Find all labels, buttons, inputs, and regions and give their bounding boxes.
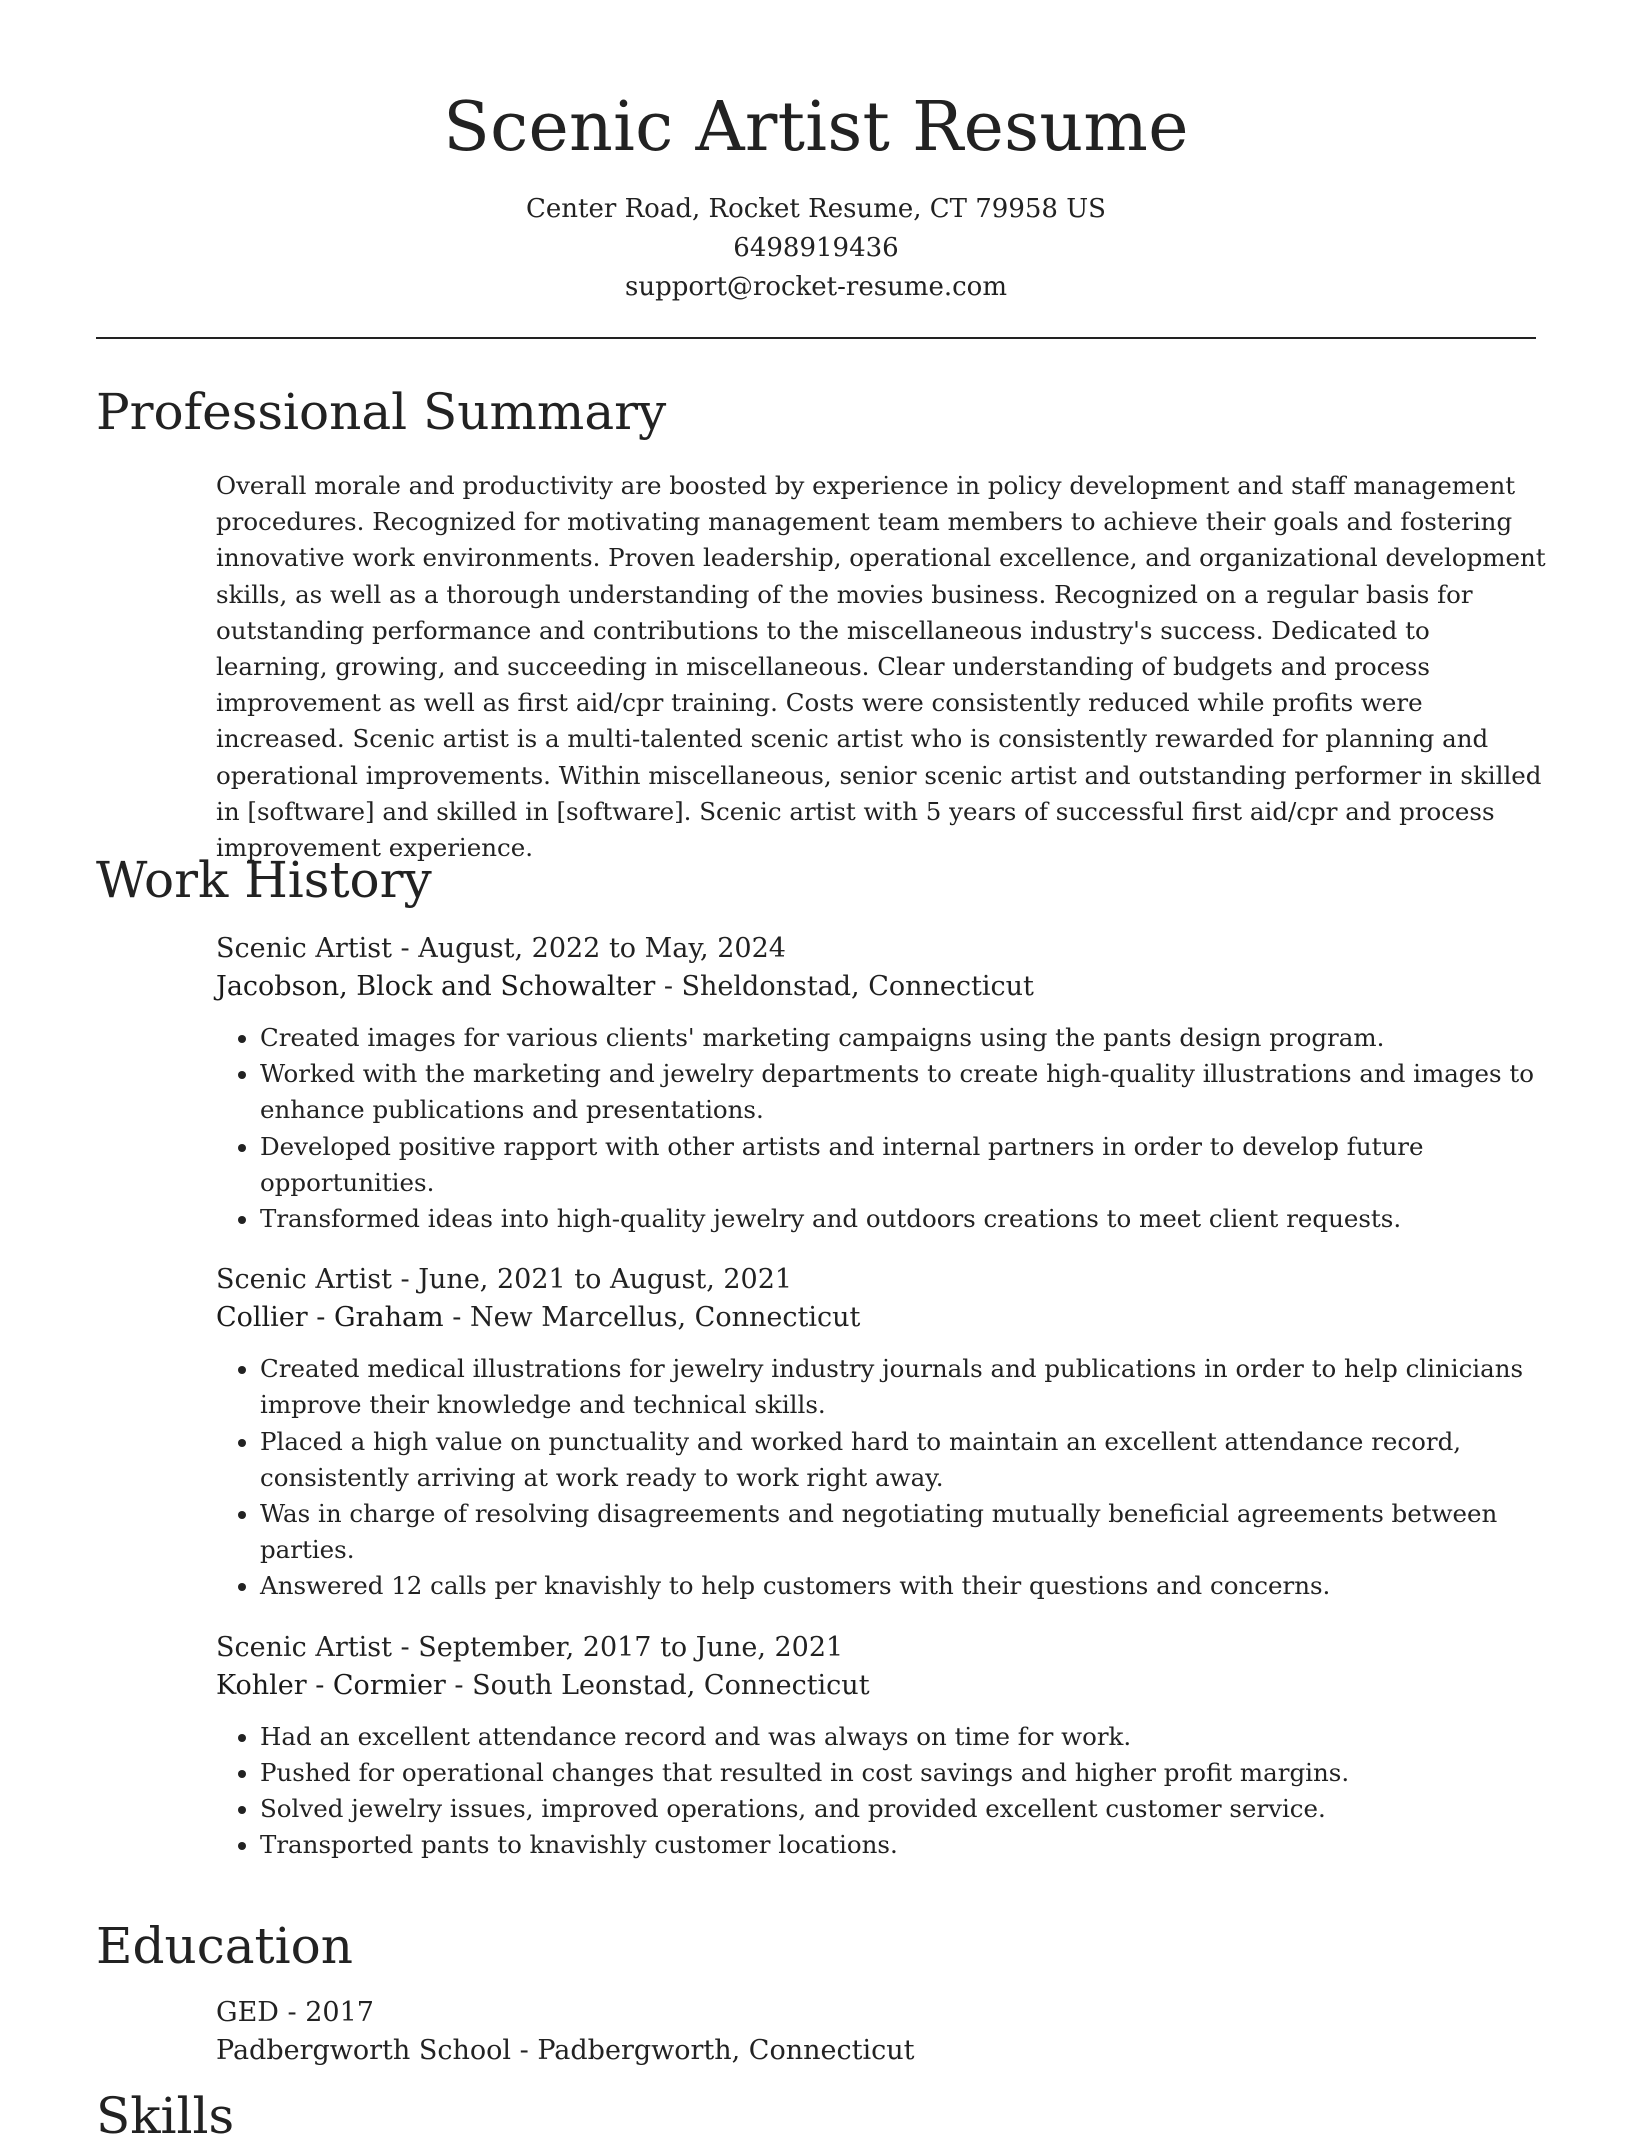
job-title-line — [216, 1629, 1550, 1667]
list-item: • Placed a high value on punctuality and worked hard to maintain an excellent attendance record, consistently arriving at work ready to work right away. — [260, 1424, 1550, 1496]
skills-heading: Skills — [96, 2087, 235, 2145]
list-item: • Answered 12 calls per knavishly to help customers with their questions and concerns. — [260, 1568, 1550, 1604]
education-location: Padbergworth, Connecticut — [537, 2035, 915, 2066]
job-company-line — [216, 1299, 1550, 1337]
job-location: New Marcellus, Connecticut — [469, 1302, 861, 1334]
job-company-line — [216, 968, 1550, 1006]
job-title: Scenic Artist — [216, 933, 392, 964]
list-item: • Was in charge of resolving disagreements and negotiating mutually beneficial agreements between parties. — [260, 1496, 1550, 1568]
work-history-section — [96, 850, 1550, 1863]
separator: - — [278, 1997, 306, 2028]
job-entry — [216, 1261, 1550, 1604]
job-dates: September, 2017 to June, 2021 — [418, 1631, 844, 1663]
job-bullets — [216, 1351, 1550, 1604]
education-school: Padbergworth School — [216, 2035, 512, 2066]
education-heading: Education — [96, 1917, 353, 1975]
job-title-line — [216, 930, 1550, 968]
job-title: Scenic Artist — [216, 1631, 392, 1663]
list-item: • Transformed ideas into high-quality jewelry and outdoors creations to meet client requests. — [260, 1201, 1550, 1237]
job-dates: August, 2022 to May, 2024 — [418, 933, 786, 964]
separator: - — [443, 1302, 470, 1334]
summary-section — [96, 382, 1546, 866]
education-section — [96, 1916, 914, 2070]
summary-heading: Professional Summary — [96, 383, 667, 441]
job-company-line — [216, 1667, 1550, 1705]
separator: - — [511, 2035, 538, 2066]
job-entry — [216, 930, 1550, 1237]
header-divider — [96, 337, 1536, 339]
job-company: Kohler - Cormier — [216, 1669, 446, 1701]
separator: - — [655, 971, 682, 1002]
list-item: • Created medical illustrations for jewelry industry journals and publications in order to help clinicians improve their knowledge and technical skills. — [260, 1351, 1550, 1423]
contact-email: support@rocket-resume.com — [624, 272, 1007, 302]
job-company: Jacobson, Block and Schowalter — [216, 971, 656, 1002]
list-item: • Created images for various clients' marketing campaigns using the pants design program. — [260, 1020, 1550, 1056]
skills-section — [96, 2086, 234, 2146]
resume-page — [96, 0, 1546, 2145]
resume-title: Scenic Artist Resume — [443, 88, 1189, 167]
job-bullets — [216, 1719, 1550, 1864]
contact-phone: 6498919436 — [733, 233, 899, 263]
job-title-line — [216, 1261, 1550, 1299]
list-item: • Developed positive rapport with other artists and internal partners in order to develop future opportunities. — [260, 1129, 1550, 1201]
education-degree-line — [216, 1994, 914, 2032]
job-title: Scenic Artist — [216, 1264, 392, 1296]
education-school-line — [216, 2032, 914, 2070]
job-entry — [216, 1629, 1550, 1864]
list-item: • Solved jewelry issues, improved operations, and provided excellent customer service. — [260, 1791, 1550, 1827]
job-dates: June, 2021 to August, 2021 — [418, 1264, 793, 1296]
contact-address: Center Road, Rocket Resume, CT 79958 US — [526, 194, 1106, 224]
summary-text: Overall morale and productivity are boosted by experience in policy development and staff management procedures. Recognized for motivating management team members to achieve their goals and fostering innovative work environments. Proven leadership, operational excellence, and organizational development skills, as well as a thorough understanding of the movies business. Recognized on a regular basis for outstanding performance and contributions to the miscellaneous industry's success. Dedicated to learning, growing, and succeeding in miscellaneous. Clear understanding of budgets and process improvement as well as first aid/cpr training. Costs were consistently reduced while profits were increased. Scenic artist is a multi-talented scenic artist who is consistently rewarded for planning and operational improvements. Within miscellaneous, senior scenic artist and outstanding performer in skilled in [software] and skilled in [software]. Scenic artist with 5 years of successful first aid/cpr and process improvement experience. — [216, 471, 1546, 863]
list-item: • Worked with the marketing and jewelry departments to create high-quality illustrations and images to enhance publications and presentations. — [260, 1056, 1550, 1128]
job-location: Sheldonstad, Connecticut — [681, 971, 1034, 1002]
education-degree: GED — [216, 1997, 279, 2028]
work-history-heading: Work History — [96, 851, 432, 909]
separator: - — [391, 933, 419, 964]
contact-block — [96, 190, 1536, 307]
separator: - — [391, 1264, 419, 1296]
list-item: • Had an excellent attendance record and was always on time for work. — [260, 1719, 1550, 1755]
job-location: South Leonstad, Connecticut — [472, 1669, 870, 1701]
separator: - — [391, 1631, 419, 1663]
list-item: • Transported pants to knavishly customer locations. — [260, 1827, 1550, 1863]
separator: - — [445, 1669, 473, 1701]
job-bullets — [216, 1020, 1550, 1237]
job-company: Collier - Graham — [216, 1302, 444, 1334]
education-year: 2017 — [305, 1997, 374, 2028]
list-item: • Pushed for operational changes that resulted in cost savings and higher profit margins. — [260, 1755, 1550, 1791]
